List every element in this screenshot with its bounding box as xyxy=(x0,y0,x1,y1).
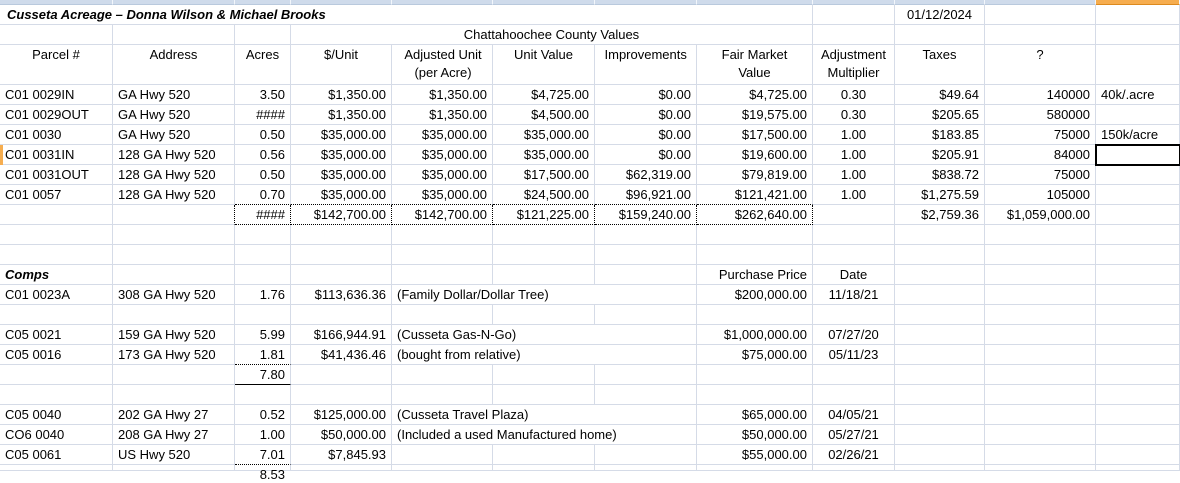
taxes-cell[interactable]: $838.72 xyxy=(895,165,985,185)
empty-cell[interactable] xyxy=(985,465,1096,471)
comp-purchase-price-cell[interactable]: $1,000,000.00 xyxy=(697,325,813,345)
adjustment-multiplier-cell[interactable]: 0.30 xyxy=(813,105,895,125)
adjustment-multiplier-cell[interactable]: 0.30 xyxy=(813,85,895,105)
empty-cell[interactable] xyxy=(595,445,697,465)
empty-cell[interactable] xyxy=(493,465,595,471)
empty-cell[interactable] xyxy=(813,465,895,471)
empty-cell[interactable] xyxy=(291,465,392,471)
comp-date-cell[interactable]: 05/11/23 xyxy=(813,345,895,365)
acres-cell[interactable]: 0.70 xyxy=(235,185,291,205)
col-header-parcel[interactable]: Parcel # xyxy=(0,45,113,85)
purchase-price-header[interactable]: Purchase Price xyxy=(697,265,813,285)
address-cell[interactable]: GA Hwy 520 xyxy=(113,85,235,105)
empty-cell[interactable] xyxy=(392,365,493,385)
comp-per-unit-cell[interactable]: $166,944.91 xyxy=(291,325,392,345)
per-unit-cell[interactable]: $35,000.00 xyxy=(291,145,392,165)
comp-parcel-cell[interactable]: C01 0023A xyxy=(0,285,113,305)
per-unit-cell[interactable]: $1,350.00 xyxy=(291,105,392,125)
unit-value-cell[interactable]: $4,500.00 xyxy=(493,105,595,125)
comp-per-unit-cell[interactable]: $7,845.93 xyxy=(291,445,392,465)
unit-value-cell[interactable]: $35,000.00 xyxy=(493,125,595,145)
total-per-unit-cell[interactable]: $142,700.00 xyxy=(291,205,392,225)
comp-address-cell[interactable]: 159 GA Hwy 520 xyxy=(113,325,235,345)
empty-cell[interactable] xyxy=(595,385,697,405)
empty-cell[interactable] xyxy=(493,445,595,465)
col-header-taxes[interactable]: Taxes xyxy=(895,45,985,85)
fair-market-value-cell[interactable]: $19,600.00 xyxy=(697,145,813,165)
col-header-fair-market-value-label: Fair Market Value xyxy=(721,47,788,80)
active-cell[interactable] xyxy=(1096,145,1180,165)
total-adjusted-unit-cell[interactable]: $142,700.00 xyxy=(392,205,493,225)
empty-cell[interactable] xyxy=(895,385,985,405)
empty-cell[interactable] xyxy=(895,345,985,365)
comp-note-cell[interactable]: (Cusseta Gas-N-Go) xyxy=(392,325,697,345)
empty-cell[interactable] xyxy=(697,465,813,471)
total-improvements-cell[interactable]: $159,240.00 xyxy=(595,205,697,225)
col-header-improvements[interactable] xyxy=(595,45,697,85)
empty-cell[interactable] xyxy=(985,225,1096,245)
empty-cell[interactable] xyxy=(291,265,392,285)
empty-cell[interactable] xyxy=(1096,285,1180,305)
active-row-header-strip[interactable] xyxy=(0,145,3,165)
empty-cell[interactable] xyxy=(1096,325,1180,345)
comp-per-unit-cell[interactable]: $113,636.36 xyxy=(291,285,392,305)
empty-cell[interactable] xyxy=(985,405,1096,425)
col-header-fair-market-value[interactable] xyxy=(697,45,813,85)
empty-cell[interactable] xyxy=(493,365,595,385)
empty-cell[interactable] xyxy=(113,365,235,385)
estimate-cell[interactable]: 75000 xyxy=(985,125,1096,145)
comp-date-cell[interactable]: 02/26/21 xyxy=(813,445,895,465)
improvements-cell[interactable]: $0.00 xyxy=(595,85,697,105)
empty-cell[interactable] xyxy=(1096,345,1180,365)
comp-address-cell[interactable]: US Hwy 520 xyxy=(113,445,235,465)
empty-cell[interactable] xyxy=(113,305,235,325)
adjusted-unit-cell[interactable]: $35,000.00 xyxy=(392,165,493,185)
per-unit-cell[interactable]: $35,000.00 xyxy=(291,165,392,185)
improvements-cell[interactable]: $96,921.00 xyxy=(595,185,697,205)
comp-per-unit-cell[interactable]: $50,000.00 xyxy=(291,425,392,445)
empty-cell[interactable] xyxy=(235,305,291,325)
address-cell[interactable]: 128 GA Hwy 520 xyxy=(113,165,235,185)
empty-cell[interactable] xyxy=(0,305,113,325)
comp-acres-cell[interactable]: 0.52 xyxy=(235,405,291,425)
empty-cell[interactable] xyxy=(813,305,895,325)
empty-cell[interactable] xyxy=(895,225,985,245)
estimate-cell[interactable]: 140000 xyxy=(985,85,1096,105)
comps-section-label[interactable]: Comps xyxy=(0,265,113,285)
fair-market-value-cell[interactable]: $19,575.00 xyxy=(697,105,813,125)
empty-cell[interactable] xyxy=(493,245,595,265)
col-header-per-unit[interactable]: $/Unit xyxy=(291,45,392,85)
empty-cell[interactable] xyxy=(1096,445,1180,465)
empty-cell[interactable] xyxy=(1096,45,1180,85)
empty-cell[interactable] xyxy=(895,465,985,471)
empty-cell[interactable] xyxy=(113,385,235,405)
empty-cell[interactable] xyxy=(0,205,113,225)
col-header-unit-value[interactable]: Unit Value xyxy=(493,45,595,85)
empty-cell[interactable] xyxy=(235,25,291,45)
empty-cell[interactable] xyxy=(1096,425,1180,445)
improvements-cell[interactable]: $0.00 xyxy=(595,125,697,145)
empty-cell[interactable] xyxy=(985,445,1096,465)
empty-cell[interactable] xyxy=(985,285,1096,305)
per-unit-cell[interactable]: $1,350.00 xyxy=(291,85,392,105)
col-header-address[interactable]: Address xyxy=(113,45,235,85)
parcel-cell[interactable]: C01 0031OUT xyxy=(0,165,113,185)
note-cell[interactable] xyxy=(1096,165,1180,185)
date-header[interactable]: Date xyxy=(813,265,895,285)
unit-value-cell[interactable]: $24,500.00 xyxy=(493,185,595,205)
comp-purchase-price-cell[interactable]: $50,000.00 xyxy=(697,425,813,445)
fair-market-value-cell[interactable]: $121,421.00 xyxy=(697,185,813,205)
taxes-cell[interactable]: $205.65 xyxy=(895,105,985,125)
empty-cell[interactable] xyxy=(895,365,985,385)
comp-address-cell[interactable]: 202 GA Hwy 27 xyxy=(113,405,235,425)
empty-cell[interactable] xyxy=(113,225,235,245)
empty-cell[interactable] xyxy=(813,245,895,265)
unit-value-cell[interactable]: $4,725.00 xyxy=(493,85,595,105)
empty-cell[interactable] xyxy=(1096,365,1180,385)
empty-cell[interactable] xyxy=(813,365,895,385)
fair-market-value-cell[interactable]: $4,725.00 xyxy=(697,85,813,105)
acres-subtotal-cell[interactable]: 7.80 xyxy=(235,365,291,385)
unit-value-cell[interactable]: $17,500.00 xyxy=(493,165,595,185)
adjustment-multiplier-cell[interactable]: 1.00 xyxy=(813,185,895,205)
comp-parcel-cell[interactable]: C05 0061 xyxy=(0,445,113,465)
empty-cell[interactable] xyxy=(1096,205,1180,225)
total-fair-market-value-cell[interactable]: $262,640.00 xyxy=(697,205,813,225)
empty-cell[interactable] xyxy=(113,205,235,225)
empty-cell[interactable] xyxy=(697,245,813,265)
empty-cell[interactable] xyxy=(985,325,1096,345)
empty-cell[interactable] xyxy=(813,25,895,45)
estimate-cell[interactable]: 105000 xyxy=(985,185,1096,205)
comp-date-cell[interactable]: 05/27/21 xyxy=(813,425,895,445)
empty-cell[interactable] xyxy=(813,225,895,245)
empty-cell[interactable] xyxy=(895,245,985,265)
address-cell[interactable]: GA Hwy 520 xyxy=(113,125,235,145)
comp-note-cell[interactable]: (Family Dollar/Dollar Tree) xyxy=(392,285,697,305)
empty-cell[interactable] xyxy=(697,365,813,385)
parcel-cell[interactable]: C01 0031IN xyxy=(0,145,113,165)
col-header-adjustment-multiplier[interactable] xyxy=(813,45,895,85)
empty-cell[interactable] xyxy=(235,385,291,405)
address-cell[interactable]: 128 GA Hwy 520 xyxy=(113,185,235,205)
empty-cell[interactable] xyxy=(1096,265,1180,285)
comp-parcel-cell[interactable]: CO6 0040 xyxy=(0,425,113,445)
empty-cell[interactable] xyxy=(1096,405,1180,425)
parcel-cell[interactable]: C01 0029OUT xyxy=(0,105,113,125)
empty-cell[interactable] xyxy=(595,245,697,265)
empty-cell[interactable] xyxy=(895,25,985,45)
note-cell[interactable] xyxy=(1096,185,1180,205)
empty-cell[interactable] xyxy=(895,325,985,345)
parcel-cell[interactable]: C01 0030 xyxy=(0,125,113,145)
empty-cell[interactable] xyxy=(235,245,291,265)
empty-cell[interactable] xyxy=(291,365,392,385)
comp-acres-cell[interactable]: 5.99 xyxy=(235,325,291,345)
comp-date-cell[interactable]: 07/27/20 xyxy=(813,325,895,345)
empty-cell[interactable] xyxy=(813,5,895,25)
empty-cell[interactable] xyxy=(895,405,985,425)
empty-cell[interactable] xyxy=(1096,225,1180,245)
empty-cell[interactable] xyxy=(291,385,392,405)
empty-cell[interactable] xyxy=(113,245,235,265)
estimate-cell[interactable]: 84000 xyxy=(985,145,1096,165)
empty-cell[interactable] xyxy=(985,345,1096,365)
col-header-acres-label: Acres xyxy=(245,47,280,62)
fair-market-value-cell[interactable]: $79,819.00 xyxy=(697,165,813,185)
note-cell[interactable]: 150k/acre xyxy=(1096,125,1180,145)
adjusted-unit-cell[interactable]: $35,000.00 xyxy=(392,125,493,145)
empty-cell[interactable] xyxy=(1096,25,1180,45)
comp-acres-cell[interactable]: 1.76 xyxy=(235,285,291,305)
note-cell[interactable] xyxy=(1096,105,1180,125)
estimate-cell[interactable]: 580000 xyxy=(985,105,1096,125)
empty-cell[interactable] xyxy=(895,425,985,445)
adjusted-unit-cell[interactable]: $1,350.00 xyxy=(392,85,493,105)
empty-cell[interactable] xyxy=(1096,5,1180,25)
empty-cell[interactable] xyxy=(0,25,113,45)
grand-total-cell[interactable]: $1,059,000.00 xyxy=(985,205,1096,225)
col-header-adjusted-unit[interactable] xyxy=(392,45,493,85)
adjusted-unit-cell[interactable]: $35,000.00 xyxy=(392,145,493,165)
col-header-question[interactable]: ? xyxy=(985,45,1096,85)
comp-purchase-price-cell[interactable]: $55,000.00 xyxy=(697,445,813,465)
comp-address-cell[interactable]: 208 GA Hwy 27 xyxy=(113,425,235,445)
fair-market-value-cell[interactable]: $17,500.00 xyxy=(697,125,813,145)
comp-purchase-price-cell[interactable]: $65,000.00 xyxy=(697,405,813,425)
taxes-cell[interactable]: $205.91 xyxy=(895,145,985,165)
empty-cell[interactable] xyxy=(595,465,697,471)
empty-cell[interactable] xyxy=(813,205,895,225)
comp-date-cell[interactable]: 11/18/21 xyxy=(813,285,895,305)
acres-cell[interactable]: 0.50 xyxy=(235,125,291,145)
empty-cell[interactable] xyxy=(113,265,235,285)
empty-cell[interactable] xyxy=(493,385,595,405)
comp-acres-cell[interactable]: 1.81 xyxy=(235,345,291,365)
empty-cell[interactable] xyxy=(697,305,813,325)
empty-cell[interactable] xyxy=(1096,385,1180,405)
empty-cell[interactable] xyxy=(0,385,113,405)
empty-cell[interactable] xyxy=(1096,245,1180,265)
empty-cell[interactable] xyxy=(0,365,113,385)
comp-acres-cell[interactable]: 1.00 xyxy=(235,425,291,445)
empty-cell[interactable] xyxy=(985,425,1096,445)
empty-cell[interactable] xyxy=(985,305,1096,325)
acres-cell[interactable]: 0.50 xyxy=(235,165,291,185)
empty-cell[interactable] xyxy=(113,25,235,45)
empty-cell[interactable] xyxy=(813,385,895,405)
per-unit-cell[interactable]: $35,000.00 xyxy=(291,185,392,205)
taxes-cell[interactable]: $1,275.59 xyxy=(895,185,985,205)
comp-purchase-price-cell[interactable]: $200,000.00 xyxy=(697,285,813,305)
adjustment-multiplier-cell[interactable]: 1.00 xyxy=(813,145,895,165)
adjusted-unit-cell[interactable]: $1,350.00 xyxy=(392,105,493,125)
acres-cell[interactable]: 0.56 xyxy=(235,145,291,165)
empty-cell[interactable] xyxy=(1096,465,1180,471)
empty-cell[interactable] xyxy=(895,265,985,285)
comp-parcel-cell[interactable]: C05 0016 xyxy=(0,345,113,365)
adjustment-multiplier-cell[interactable]: 1.00 xyxy=(813,165,895,185)
col-header-adjustment-multiplier-label: Adjustment Multiplier xyxy=(820,47,887,80)
comp-per-unit-cell[interactable]: $125,000.00 xyxy=(291,405,392,425)
parcel-cell[interactable]: C01 0057 xyxy=(0,185,113,205)
address-cell[interactable]: 128 GA Hwy 520 xyxy=(113,145,235,165)
adjustment-multiplier-cell[interactable]: 1.00 xyxy=(813,125,895,145)
empty-cell[interactable] xyxy=(985,245,1096,265)
comp-address-cell[interactable]: 308 GA Hwy 520 xyxy=(113,285,235,305)
empty-cell[interactable] xyxy=(985,5,1096,25)
comp-parcel-cell[interactable]: C05 0040 xyxy=(0,405,113,425)
empty-cell[interactable] xyxy=(291,305,392,325)
empty-cell[interactable] xyxy=(985,265,1096,285)
page-title[interactable]: Cusseta Acreage – Donna Wilson & Michael Brooks xyxy=(0,5,813,25)
improvements-cell[interactable]: $0.00 xyxy=(595,145,697,165)
empty-cell[interactable] xyxy=(235,265,291,285)
empty-cell[interactable] xyxy=(1096,305,1180,325)
date-cell[interactable]: 01/12/2024 xyxy=(895,5,985,25)
comp-note-cell[interactable]: (Cusseta Travel Plaza) xyxy=(392,405,697,425)
parcel-cell[interactable]: C01 0029IN xyxy=(0,85,113,105)
comp-note-cell[interactable]: (bought from relative) xyxy=(392,345,697,365)
empty-cell[interactable] xyxy=(392,245,493,265)
unit-value-cell[interactable]: $35,000.00 xyxy=(493,145,595,165)
col-header-improvements-label: Improvements xyxy=(604,47,687,62)
empty-cell[interactable] xyxy=(595,225,697,245)
total-unit-value-cell[interactable]: $121,225.00 xyxy=(493,205,595,225)
total-acres-cell[interactable]: #### xyxy=(235,205,291,225)
empty-cell[interactable] xyxy=(595,365,697,385)
comp-address-cell[interactable]: 173 GA Hwy 520 xyxy=(113,345,235,365)
empty-cell[interactable] xyxy=(392,385,493,405)
taxes-cell[interactable]: $49.64 xyxy=(895,85,985,105)
empty-cell[interactable] xyxy=(392,465,493,471)
empty-cell[interactable] xyxy=(595,305,697,325)
empty-cell[interactable] xyxy=(697,225,813,245)
empty-cell[interactable] xyxy=(493,305,595,325)
note-cell[interactable]: 40k/.acre xyxy=(1096,85,1180,105)
comp-parcel-cell[interactable]: C05 0021 xyxy=(0,325,113,345)
comp-acres-cell[interactable]: 7.01 xyxy=(235,445,291,465)
acres-cell[interactable]: 3.50 xyxy=(235,85,291,105)
empty-cell[interactable] xyxy=(0,225,113,245)
empty-cell[interactable] xyxy=(291,245,392,265)
empty-cell[interactable] xyxy=(895,305,985,325)
taxes-cell[interactable]: $183.85 xyxy=(895,125,985,145)
comp-note-cell[interactable]: (Included a used Manufactured home) xyxy=(392,425,697,445)
empty-cell[interactable] xyxy=(595,265,697,285)
empty-cell[interactable] xyxy=(895,285,985,305)
empty-cell[interactable] xyxy=(0,465,113,471)
improvements-cell[interactable]: $0.00 xyxy=(595,105,697,125)
county-values-header[interactable]: Chattahoochee County Values xyxy=(291,25,813,45)
estimate-cell[interactable]: 75000 xyxy=(985,165,1096,185)
empty-cell[interactable] xyxy=(985,365,1096,385)
empty-cell[interactable] xyxy=(0,245,113,265)
total-taxes-cell[interactable]: $2,759.36 xyxy=(895,205,985,225)
empty-cell[interactable] xyxy=(985,25,1096,45)
comp-date-cell[interactable]: 04/05/21 xyxy=(813,405,895,425)
improvements-cell[interactable]: $62,319.00 xyxy=(595,165,697,185)
empty-cell[interactable] xyxy=(697,385,813,405)
comp-purchase-price-cell[interactable]: $75,000.00 xyxy=(697,345,813,365)
empty-cell[interactable] xyxy=(985,385,1096,405)
acres-subtotal2-cell-clipped[interactable]: 8.53 xyxy=(235,465,291,471)
empty-cell[interactable] xyxy=(895,445,985,465)
empty-cell[interactable] xyxy=(493,265,595,285)
acres-cell[interactable]: #### xyxy=(235,105,291,125)
empty-cell[interactable] xyxy=(235,225,291,245)
empty-cell[interactable] xyxy=(493,225,595,245)
empty-cell[interactable] xyxy=(392,225,493,245)
adjusted-unit-cell[interactable]: $35,000.00 xyxy=(392,185,493,205)
empty-cell[interactable] xyxy=(392,265,493,285)
empty-cell[interactable] xyxy=(392,445,493,465)
empty-cell[interactable] xyxy=(113,465,235,471)
col-header-adjusted-unit-label: Adjusted Unit (per Acre) xyxy=(404,47,482,80)
address-cell[interactable]: GA Hwy 520 xyxy=(113,105,235,125)
per-unit-cell[interactable]: $35,000.00 xyxy=(291,125,392,145)
col-header-acres[interactable] xyxy=(235,45,291,85)
empty-cell[interactable] xyxy=(291,225,392,245)
comp-per-unit-cell[interactable]: $41,436.46 xyxy=(291,345,392,365)
empty-cell[interactable] xyxy=(392,305,493,325)
